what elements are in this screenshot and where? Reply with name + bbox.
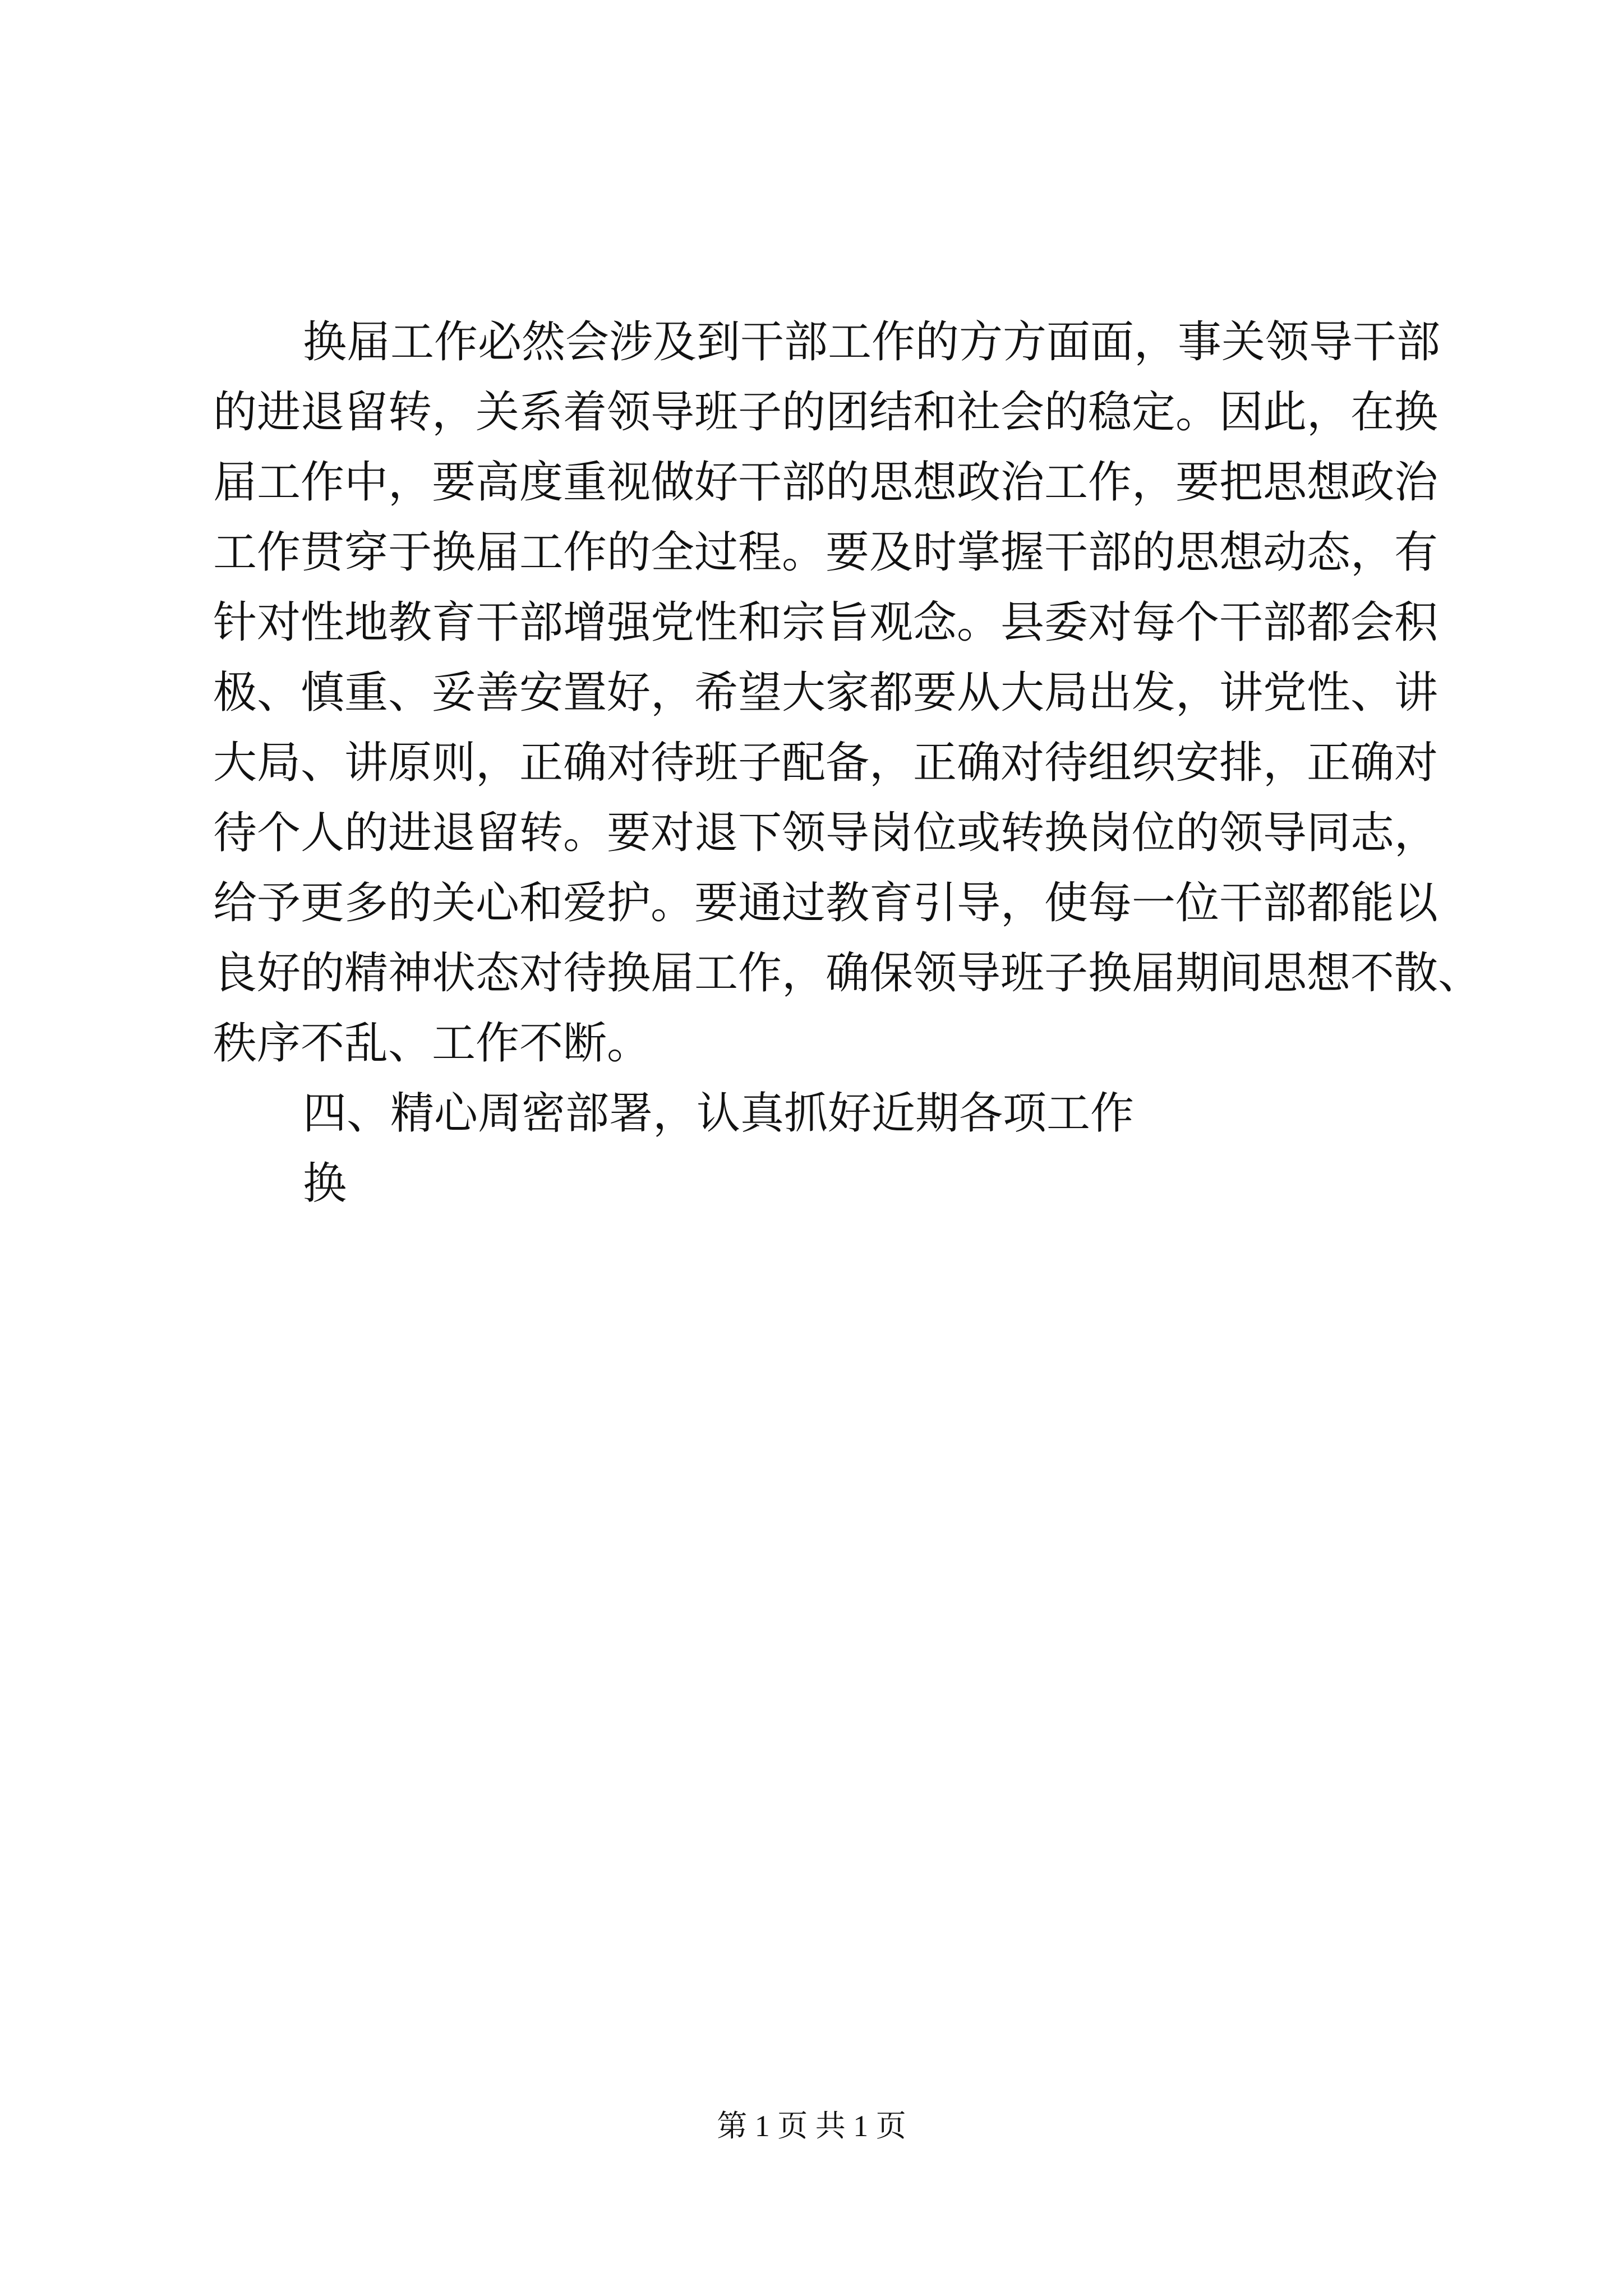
- paragraph-line: 良好的精神状态对待换届工作，确保领导班子换届期间思想不散、: [213, 948, 1482, 999]
- trailing-text: 换: [303, 1158, 347, 1209]
- page-number-footer: 第 1 页 共 1 页: [717, 2109, 906, 2143]
- paragraph-line: 待个人的进退留转。要对退下领导岗位或转换岗位的领导同志，: [213, 808, 1438, 858]
- paragraph-line: 届工作中，要高度重视做好干部的思想政治工作，要把思想政治: [213, 457, 1438, 508]
- paragraph-line: 针对性地教育干部增强党性和宗旨观念。县委对每个干部都会积: [213, 597, 1438, 648]
- section-heading: 四、精心周密部署，认真抓好近期各项工作: [303, 1088, 1135, 1139]
- paragraph-line: 工作贯穿于换届工作的全过程。要及时掌握干部的思想动态，有: [213, 527, 1438, 578]
- document-body: [213, 307, 1482, 1219]
- paragraph-line: 大局、讲原则，正确对待班子配备，正确对待组织安排，正确对: [213, 738, 1438, 788]
- paragraph-line: 换届工作必然会涉及到干部工作的方方面面，事关领导干部: [303, 317, 1441, 367]
- paragraph-line: 极、慎重、妥善安置好，希望大家都要从大局出发，讲党性、讲: [213, 668, 1438, 718]
- paragraph-line: 的进退留转，关系着领导班子的团结和社会的稳定。因此，在换: [213, 387, 1438, 438]
- paragraph-line: 秩序不乱、工作不断。: [213, 1018, 651, 1069]
- paragraph-line: 给予更多的关心和爱护。要通过教育引导，使每一位干部都能以: [213, 878, 1438, 928]
